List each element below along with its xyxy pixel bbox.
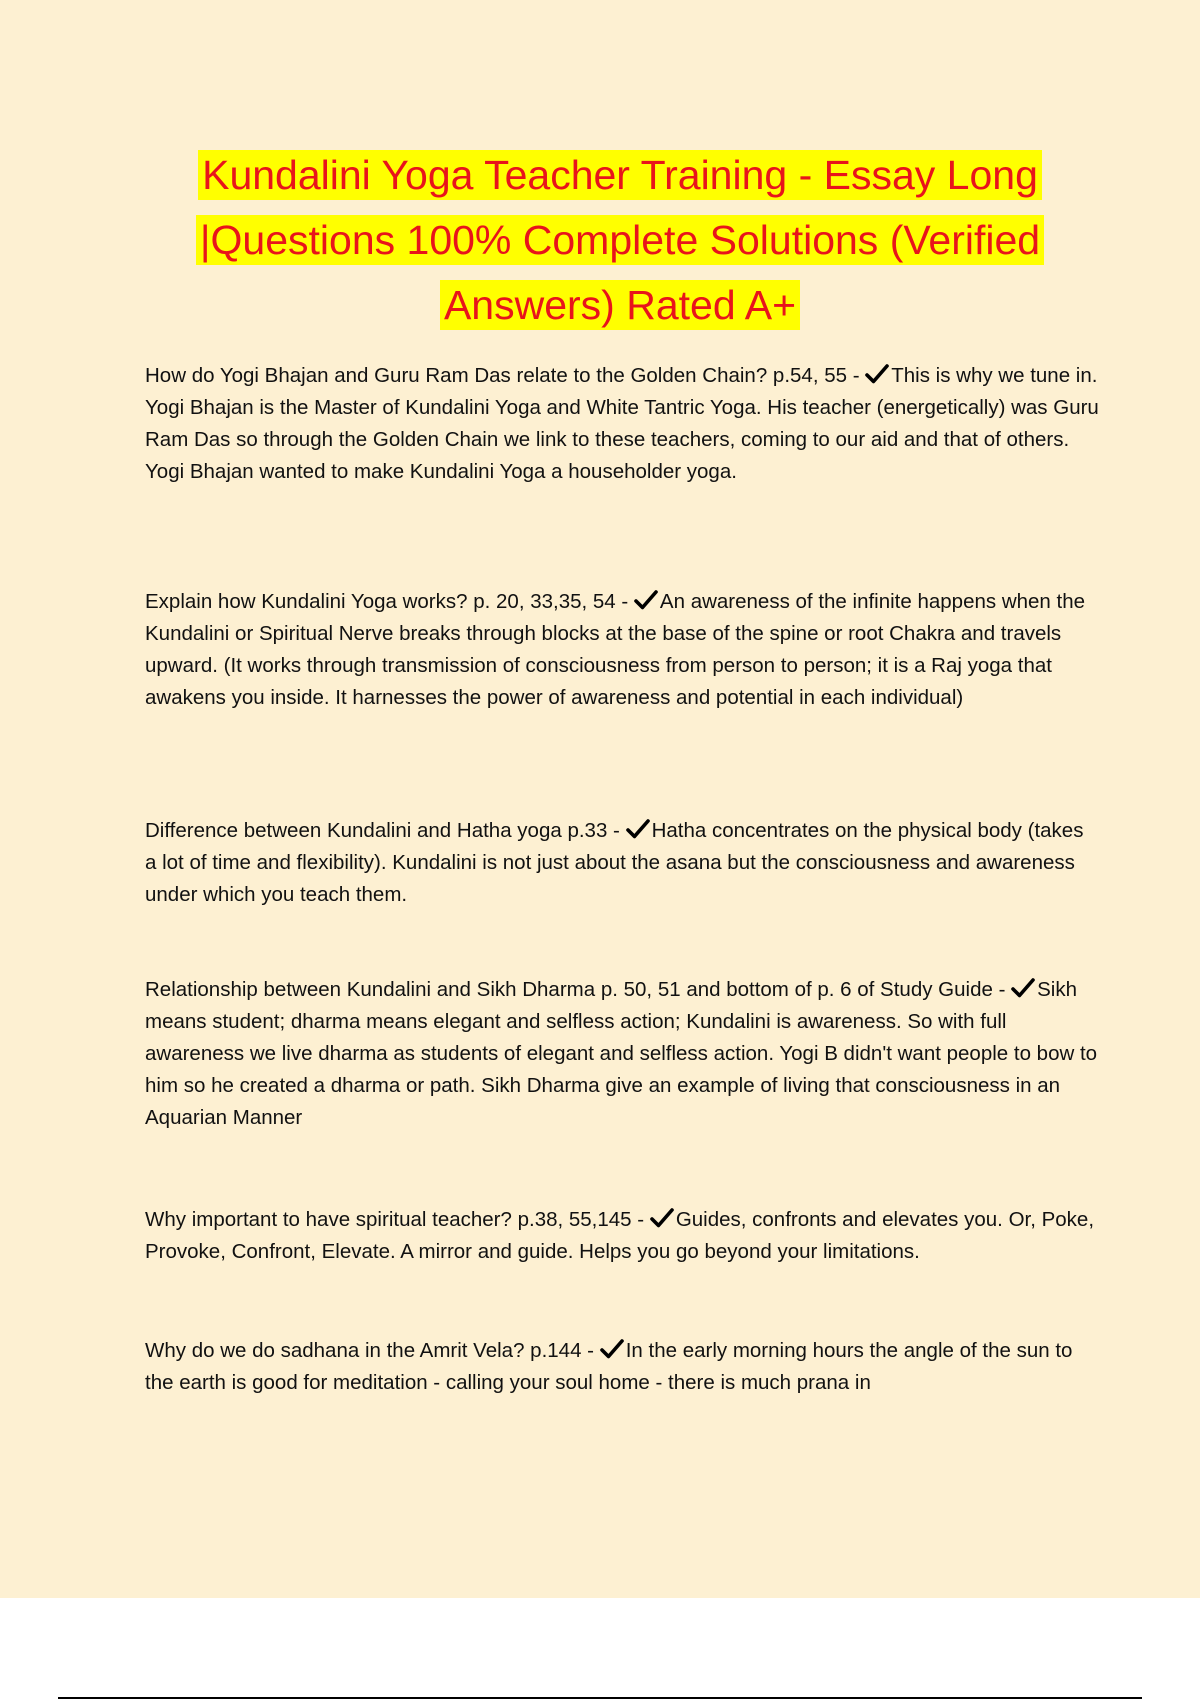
title-line-2: |Questions 100% Complete Solutions (Verified (196, 215, 1044, 265)
document-title (130, 143, 1110, 338)
check-mark-icon (650, 1208, 674, 1228)
check-mark-icon (865, 364, 889, 384)
question-text: Difference between Kundalini and Hatha yoga p.33 - (145, 819, 626, 842)
qa-item (145, 815, 1100, 911)
question-text: Explain how Kundalini Yoga works? p. 20, 33,35, 54 - (145, 590, 634, 613)
question-text: How do Yogi Bhajan and Guru Ram Das relate to the Golden Chain? p.54, 55 - (145, 364, 866, 387)
qa-item (145, 1335, 1100, 1399)
check-mark-icon (634, 590, 658, 610)
title-line-1: Kundalini Yoga Teacher Training - Essay Long (198, 150, 1042, 200)
question-text: Relationship between Kundalini and Sikh Dharma p. 50, 51 and bottom of p. 6 of Study Guide - (145, 978, 1012, 1001)
answer-text: An awareness of the infinite happens when the Kundalini or Spiritual Nerve breaks through blocks at the base of the spine or root Chakra and travels upward. (It works through transmission of consciousness from person to person; it is a Raj yoga that awakens you inside. It harnesses the power of awareness and potential in each individual) (145, 590, 1086, 709)
check-mark-icon (1011, 978, 1035, 998)
answer-text: Sikh means student; dharma means elegant and selfless action; Kundalini is awareness. So with full awareness we live dharma as students of elegant and selfless action. Yogi B didn't want people to bow to him so he created a dharma or path. Sikh Dharma give an example of living that consciousness in an Aquarian Manner (145, 978, 1098, 1129)
check-mark-icon (626, 819, 650, 839)
qa-item (145, 1204, 1100, 1268)
title-line-3: Answers) Rated A+ (440, 280, 800, 330)
answer-text: Guides, confronts and elevates you. Or, Poke, Provoke, Confront, Elevate. A mirror and guide. Helps you go beyond your limitations. (145, 1208, 1095, 1263)
question-text: Why important to have spiritual teacher? p.38, 55,145 - (145, 1208, 650, 1231)
answer-text: This is why we tune in. Yogi Bhajan is the Master of Kundalini Yoga and White Tantric Yoga. His teacher (energetically) was Guru Ram Das so through the Golden Chain we link to these teachers, coming to our aid and that of others. Yogi Bhajan wanted to make Kundalini Yoga a householder yoga. (145, 364, 1099, 483)
qa-item (145, 586, 1100, 714)
answer-text: In the early morning hours the angle of the sun to the earth is good for meditation - calling your soul home - there is much prana in (145, 1339, 1073, 1394)
qa-item (145, 360, 1100, 488)
answer-text: Hatha concentrates on the physical body (takes a lot of time and flexibility). Kundalini is not just about the asana but the consciousness and awareness under which you teach them. (145, 819, 1084, 906)
page-bottom-rule (58, 1697, 1142, 1699)
check-mark-icon (600, 1339, 624, 1359)
qa-item (145, 974, 1100, 1134)
question-text: Why do we do sadhana in the Amrit Vela? p.144 - (145, 1339, 600, 1362)
